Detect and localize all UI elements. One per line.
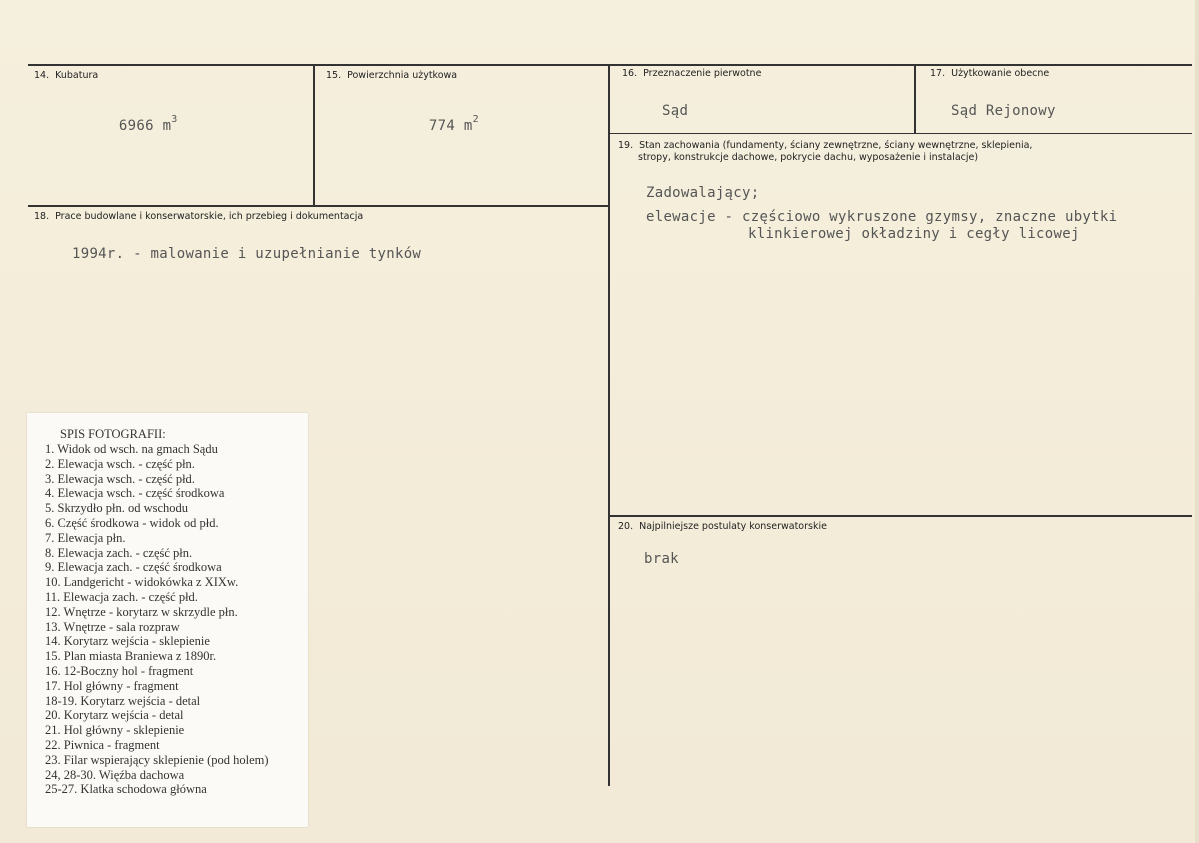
photo-list-item: 13. Wnętrze - sala rozpraw (45, 619, 180, 634)
rule-under-16-17 (610, 133, 1192, 134)
photo-list-item: 18-19. Korytarz wejścia - detal (45, 693, 201, 708)
field-15-label: 15. Powierzchnia użytkowa (326, 70, 458, 81)
top-rule (28, 64, 1192, 66)
photo-list-item: 1. Widok od wsch. na gmach Sądu (45, 442, 218, 456)
photo-list-item: 16. 12-Boczny hol - fragment (45, 663, 194, 678)
rule-under-14-15 (28, 205, 608, 207)
photo-list-item: 4. Elewacja wsch. - część środkowa (45, 486, 225, 501)
photo-list-item: 6. Część środkowa - widok od płd. (45, 515, 219, 530)
field-17-value: Sąd Rejonowy (951, 103, 1056, 119)
field-15-value: 774 $m^2$ (428, 114, 479, 134)
field-14-label: 14. Kubatura (34, 70, 99, 81)
field-19-value-line3: klinkierowej okładziny i cegły licowej (748, 226, 1080, 242)
photo-list-item: 23. Filar wspierający sklepienie (pod holem) (45, 752, 269, 767)
field-17-label: 17. Użytkowanie obecne (930, 68, 1050, 79)
photo-list-title: SPIS FOTOGRAFII: (60, 427, 166, 441)
photo-list-item: 3. Elewacja wsch. - część płd. (45, 471, 195, 486)
card-edge (1195, 0, 1199, 843)
photo-list-item: 15. Plan miasta Braniewa z 1890r. (45, 649, 217, 664)
photo-list-item: 8. Elewacja zach. - część płn. (45, 545, 193, 560)
photo-list-item: 24, 28-30. Więźba dachowa (45, 767, 185, 782)
field-19-label: 19. Stan zachowania (fundamenty, ściany zewnętrzne, ściany wewnętrzne, sklepienia, (618, 140, 1033, 151)
field-19-value-line1: Zadowalający; (646, 185, 760, 201)
field-16-label: 16. Przeznaczenie pierwotne (622, 68, 762, 79)
divider-14-15 (313, 66, 315, 206)
field-19-value-line2: elewacje - częściowo wykruszone gzymsy, znaczne ubytki (646, 209, 1118, 225)
field-14-value: 6966 $m^3$ (118, 114, 178, 134)
photo-list-item: 5. Skrzydło płn. od wschodu (45, 501, 189, 516)
field-16-value: Sąd (662, 103, 689, 119)
photo-list-item: 22. Piwnica - fragment (45, 737, 160, 752)
photo-list-item: 25-27. Klatka schodowa główna (45, 782, 207, 797)
field-19-label-line2: stropy, konstrukcje dachowe, pokrycie dachu, wyposażenie i instalacje) (638, 152, 979, 163)
photo-list-item: 9. Elewacja zach. - część środkowa (45, 560, 222, 575)
photo-list-item: 20. Korytarz wejścia - detal (45, 708, 184, 723)
divider-16-17 (914, 66, 916, 134)
divider-15-16 (608, 66, 610, 786)
photo-list-item: 21. Hol główny - sklepienie (45, 723, 185, 738)
photo-list-slip (27, 413, 308, 827)
photo-list-items (45, 442, 269, 797)
photo-list-item: 17. Hol główny - fragment (45, 678, 179, 693)
field-18-label: 18. Prace budowlane i konserwatorskie, ich przebieg i dokumentacja (34, 211, 364, 222)
photo-list-item: 14. Korytarz wejścia - sklepienie (45, 634, 210, 649)
photo-list-item: 12. Wnętrze - korytarz w skrzydle płn. (45, 604, 238, 619)
field-20-label: 20. Najpilniejsze postulaty konserwatorskie (618, 521, 827, 532)
rule-under-19 (610, 515, 1192, 517)
photo-list-item: 11. Elewacja zach. - część płd. (45, 589, 198, 604)
field-20-value: brak (644, 551, 679, 567)
field-18-value: 1994r. - malowanie i uzupełnianie tynków (72, 246, 422, 262)
photo-list-item: 10. Landgericht - widokówka z XIXw. (45, 575, 239, 590)
photo-list-item: 7. Elewacja płn. (45, 530, 126, 545)
photo-list-item: 2. Elewacja wsch. - część płn. (45, 456, 195, 471)
